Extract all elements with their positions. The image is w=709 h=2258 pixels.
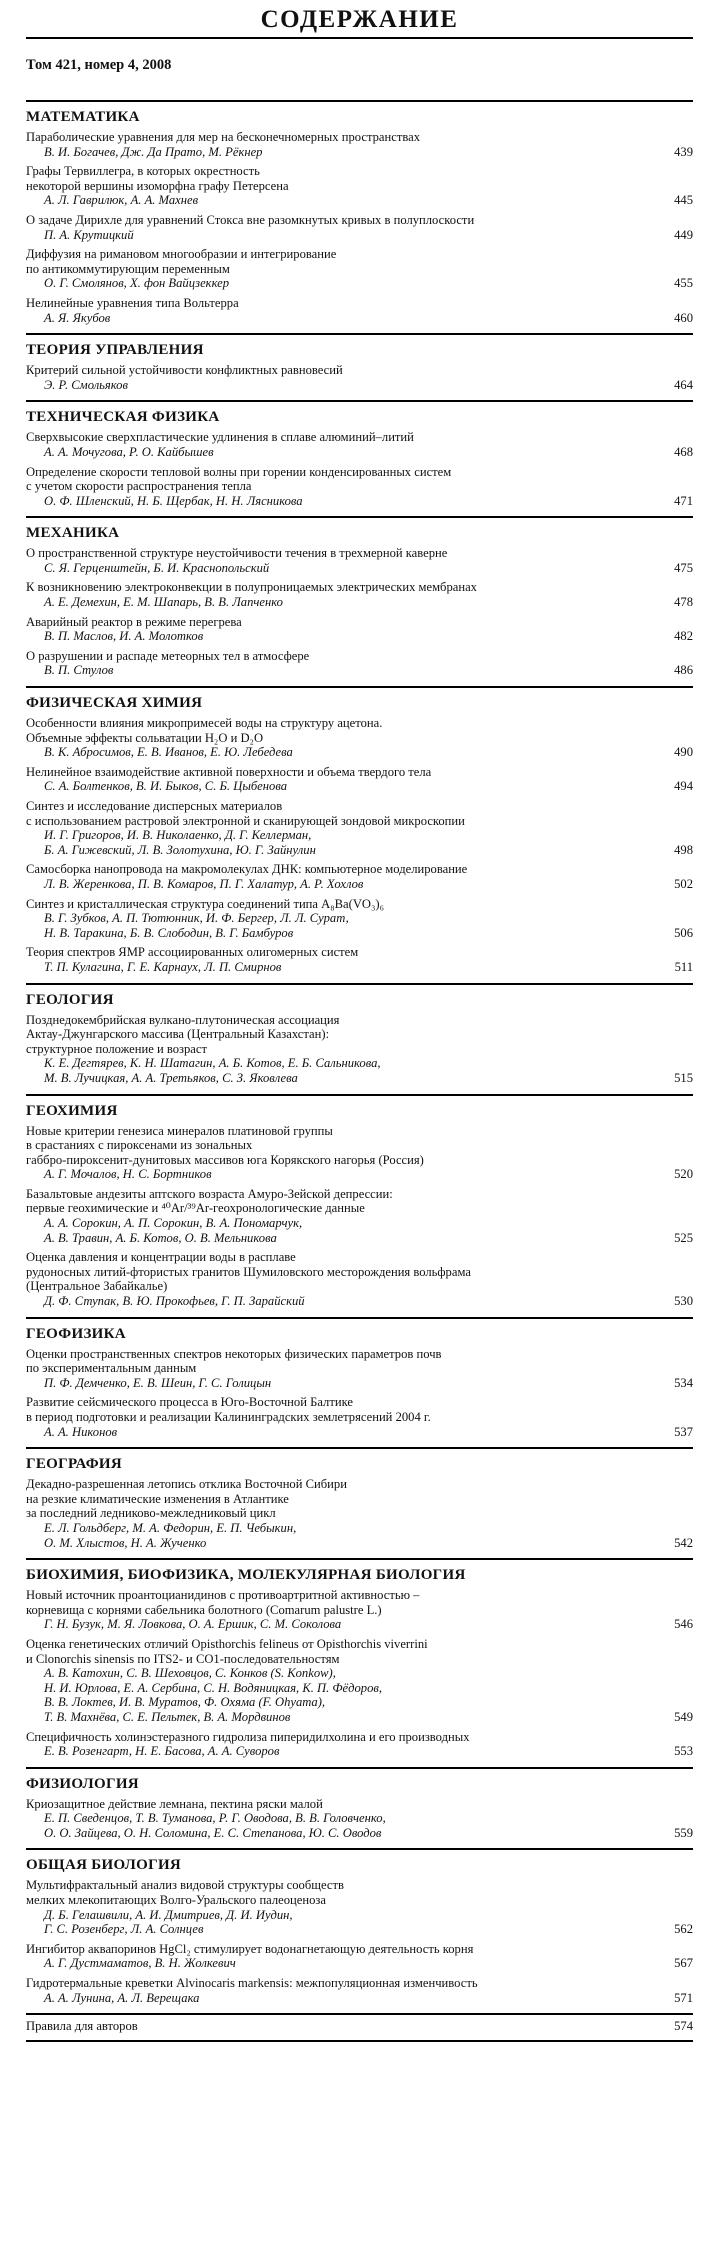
article-authors: Э. Р. Смольяков — [44, 377, 128, 392]
article-page-number: 478 — [674, 595, 693, 610]
article-authors: Л. В. Жеренкова, П. В. Комаров, П. Г. Халатур, А. Р. Хохлов — [44, 876, 364, 891]
article-meta-row — [26, 745, 693, 760]
article-page-number: 542 — [674, 1535, 693, 1550]
article-title: Специфичность холинэстеразного гидролиза пиперидилхолина и его производных — [26, 1729, 470, 1744]
article-meta-row — [26, 561, 693, 576]
toc-page — [26, 0, 693, 2042]
section-heading: МАТЕМАТИКА — [26, 109, 140, 125]
article-title: Оценка давления и концентрации воды в расплаве рудоносных литий-фтористых гранитов Шумиловского месторождения вольфрама (Центральное Забайкалье) — [26, 1250, 471, 1294]
article-meta-row — [26, 1908, 693, 1937]
section-heading: ГЕОЛОГИЯ — [26, 991, 114, 1008]
article-authors: Т. П. Кулагина, Г. Е. Карнаух, Л. П. Смирнов — [44, 959, 282, 974]
article-title: Мультифрактальный анализ видовой структуры сообществ мелких млекопитающих Волго-Уральского палеоценоза — [26, 1878, 344, 1908]
article-page-number: 498 — [674, 842, 693, 857]
article-meta-row — [26, 494, 693, 509]
article-meta-row — [26, 1425, 693, 1440]
toc-section — [26, 983, 693, 1086]
article-meta-row — [26, 228, 693, 243]
toc-entry[interactable] — [26, 1637, 693, 1725]
toc-entry[interactable] — [26, 1878, 693, 1936]
article-meta-row — [26, 1666, 693, 1724]
article-meta-row — [26, 1376, 693, 1391]
toc-entry[interactable] — [26, 1187, 693, 1245]
toc-entry[interactable] — [26, 649, 693, 678]
toc-entry[interactable] — [26, 1395, 693, 1439]
section-heading: ТЕОРИЯ УПРАВЛЕНИЯ — [26, 342, 204, 359]
article-title: Сверхвысокие сверхпластические удлинения в сплаве алюминий–литий — [26, 430, 414, 445]
article-page-number: 537 — [674, 1424, 693, 1439]
article-title: К возникновению электроконвекции в полупроницаемых электрических мембранах — [26, 580, 477, 595]
article-authors: Е. Л. Гольдберг, М. А. Федорин, Е. П. Чебыкин, О. М. Хлыстов, Н. А. Жученко — [44, 1520, 297, 1550]
article-authors: А. А. Никонов — [44, 1424, 118, 1439]
article-authors: Е. П. Сведенцов, Т. В. Туманова, Р. Г. Оводова, В. В. Головченко, О. О. Зайцева, О. Н. Соломина, Е. С. Степанова, Ю. С. Оводов — [44, 1811, 386, 1840]
article-authors: В. П. Стулов — [44, 663, 114, 678]
article-page-number: 553 — [674, 1744, 693, 1759]
toc-entry[interactable] — [26, 1797, 693, 1841]
article-authors: В. Г. Зубков, А. П. Тютюнник, И. Ф. Бергер, Л. Л. Сурат, Н. В. Таракина, Б. В. Слободин, В. Г. Бамбуров — [44, 911, 349, 940]
article-authors: А. Я. Якубов — [44, 310, 111, 325]
article-page-number: 464 — [674, 377, 693, 392]
article-title: Оценка генетических отличий Opisthorchis felineus от Opisthorchis viverrini и Clonorchis sinensis по ITS2- и CO1-последовательностям — [26, 1636, 428, 1666]
article-authors: А. Г. Дустмаматов, В. Н. Жолкевич — [44, 1956, 236, 1971]
article-authors: П. Ф. Демченко, Е. В. Шеин, Г. С. Голицын — [44, 1375, 272, 1390]
toc-entry[interactable] — [26, 1347, 693, 1391]
toc-section — [26, 1317, 693, 1440]
article-page-number: 490 — [674, 745, 693, 760]
toc-section — [26, 516, 693, 678]
article-authors: Д. Б. Гелашвили, А. И. Дмитриев, Д. И. Иудин, Г. С. Розенберг, Л. А. Солнцев — [44, 1907, 293, 1937]
article-meta-row — [26, 1617, 693, 1632]
toc-entry[interactable] — [26, 363, 693, 392]
article-page-number: 439 — [674, 144, 693, 159]
article-page-number: 486 — [674, 663, 693, 678]
article-page-number: 515 — [674, 1070, 693, 1085]
article-page-number: 468 — [674, 444, 693, 459]
section-heading: МЕХАНИКА — [26, 525, 120, 542]
article-authors: И. Г. Григоров, И. В. Николаенко, Д. Г. Келлерман, Б. А. Гижевский, Л. В. Золотухина, Ю. Г. Зайнулин — [44, 828, 316, 857]
article-title: Гидротермальные креветки Alvinocaris markensis: межпопуляционная изменчивость — [26, 1976, 478, 1991]
toc-entry[interactable] — [26, 546, 693, 575]
toc-sections — [26, 100, 693, 2005]
section-heading: ФИЗИЧЕСКАЯ ХИМИЯ — [26, 695, 203, 712]
article-authors: К. Е. Дегтярев, К. Н. Шатагин, А. Б. Котов, Е. Б. Сальникова, М. В. Лучицкая, А. А. Третьяков, С. З. Яковлева — [44, 1056, 381, 1085]
article-title: Синтез и кристаллическая структура соединений типа A₈Ba(VO₃)₆ — [26, 896, 384, 911]
article-page-number: 511 — [674, 959, 693, 974]
article-title: Особенности влияния микропримесей воды на структуру ацетона. Объемные эффекты сольватации H₂O и D₂O — [26, 716, 383, 745]
article-meta-row — [26, 877, 693, 892]
article-title: Нелинейные уравнения типа Вольтерра — [26, 295, 239, 310]
toc-entry[interactable] — [26, 716, 693, 760]
toc-entry[interactable] — [26, 247, 693, 291]
section-heading: БИОХИМИЯ, БИОФИЗИКА, МОЛЕКУЛЯРНАЯ БИОЛОГИЯ — [26, 1567, 466, 1584]
article-authors: А. В. Катохин, С. В. Шеховцов, С. Конков (S. Konkow), Н. И. Юрлова, Е. А. Сербина, С. Н. Водяницкая, К. П. Фёдоров, В. В. Локтев, И. В. Муратов, Ф. Охяма (F. Ohyama), Т. В. Махнёва, С. Е. Пельтек, В. А. Мордвинов — [44, 1666, 382, 1724]
article-authors: А. А. Лунина, А. Л. Верещака — [44, 1990, 200, 2005]
section-heading: ФИЗИОЛОГИЯ — [26, 1775, 139, 1792]
article-title: О задаче Дирихле для уравнений Стокса вне разомкнутых кривых в полуплоскости — [26, 212, 475, 227]
article-title: О пространственной структуре неустойчивости течения в трехмерной каверне — [26, 546, 448, 561]
article-page-number: 549 — [674, 1709, 693, 1724]
article-meta-row — [26, 1744, 693, 1759]
article-meta-row — [26, 1521, 693, 1550]
toc-entry[interactable] — [26, 1250, 693, 1308]
toc-entry[interactable] — [26, 465, 693, 509]
toc-entry[interactable] — [26, 1942, 693, 1971]
article-title: Декадно-разрешенная летопись отклика Восточной Сибири на резкие климатические изменения в Атлантике за последний ледниково-межледниковый цикл — [26, 1477, 347, 1521]
article-meta-row — [26, 311, 693, 326]
article-title: Развитие сейсмического процесса в Юго-Восточной Балтике в период подготовки и реализации Калининградских землетрясений 2004 г. — [26, 1395, 431, 1424]
article-page-number: 525 — [674, 1230, 693, 1245]
article-authors: О. Ф. Шленский, Н. Б. Щербак, Н. Н. Лясникова — [44, 493, 303, 508]
article-page-number: 494 — [674, 779, 693, 794]
article-authors: Г. Н. Бузук, М. Я. Ловкова, О. А. Ершик, С. М. Соколова — [44, 1617, 342, 1632]
article-page-number: 534 — [674, 1375, 693, 1390]
article-page-number: 449 — [674, 227, 693, 242]
toc-section — [26, 1094, 693, 1309]
article-title: Критерий сильной устойчивости конфликтных равновесий — [26, 363, 343, 378]
article-meta-row — [26, 911, 693, 940]
article-title: Диффузия на римановом многообразии и интегрирование по антикоммутирующим переменным — [26, 247, 337, 276]
article-authors: О. Г. Смолянов, Х. фон Вайцзеккер — [44, 276, 230, 291]
toc-section — [26, 100, 693, 325]
article-meta-row — [26, 1811, 693, 1840]
page-title: СОДЕРЖАНИЕ — [260, 6, 459, 33]
article-page-number: 506 — [674, 925, 693, 940]
article-page-number: 455 — [674, 276, 693, 291]
article-page-number: 562 — [674, 1922, 693, 1937]
article-title: Оценки пространственных спектров некоторых физических параметров почв по экспериментальным данным — [26, 1346, 442, 1376]
article-title: Новые критерии генезиса минералов платиновой группы в срастаниях с пироксенами из зональных габбро-пироксенит-дунитовых массивов юга Корякского нагорья (Россия) — [26, 1123, 424, 1167]
article-authors: Е. В. Розенгарт, Н. Е. Басова, А. А. Суворов — [44, 1744, 280, 1759]
toc-entry[interactable] — [26, 580, 693, 609]
toc-footer — [26, 2013, 693, 2034]
article-authors: Д. Ф. Ступак, В. Ю. Прокофьев, Г. П. Зарайский — [44, 1294, 305, 1309]
article-authors: А. Г. Мочалов, Н. С. Бортников — [44, 1167, 212, 1182]
footer-page-number: 574 — [674, 2019, 693, 2034]
toc-section — [26, 1558, 693, 1759]
toc-entry[interactable] — [26, 862, 693, 891]
toc-entry[interactable] — [26, 1730, 693, 1759]
article-meta-row — [26, 276, 693, 291]
article-meta-row — [26, 1216, 693, 1245]
toc-entry[interactable] — [26, 897, 693, 941]
section-heading: ОБЩАЯ БИОЛОГИЯ — [26, 1857, 182, 1874]
article-page-number: 445 — [674, 193, 693, 208]
section-heading: ГЕОХИМИЯ — [26, 1102, 118, 1119]
article-title: Теория спектров ЯМР ассоциированных олигомерных систем — [26, 945, 359, 960]
article-meta-row — [26, 445, 693, 460]
toc-entry[interactable] — [26, 1588, 693, 1632]
toc-entry[interactable] — [26, 945, 693, 974]
article-title: Позднедокембрийская вулкано-плутоническая ассоциация Актау-Джунгарского массива (Центральный Казахстан): структурное положение и возраст — [26, 1012, 340, 1056]
article-page-number: 460 — [674, 310, 693, 325]
toc-entry[interactable] — [26, 615, 693, 644]
toc-entry[interactable] — [26, 1976, 693, 2005]
section-heading: ГЕОГРАФИЯ — [26, 1456, 122, 1473]
toc-section — [26, 1447, 693, 1550]
article-page-number: 475 — [674, 560, 693, 575]
article-meta-row — [26, 1294, 693, 1309]
toc-section — [26, 333, 693, 392]
section-heading: ТЕХНИЧЕСКАЯ ФИЗИКА — [26, 409, 220, 426]
article-page-number: 530 — [674, 1294, 693, 1309]
article-page-number: 559 — [674, 1825, 693, 1840]
toc-entry[interactable] — [26, 1124, 693, 1182]
toc-entry[interactable] — [26, 296, 693, 325]
article-meta-row — [26, 145, 693, 160]
article-authors: А. А. Мочугова, Р. О. Кайбышев — [44, 444, 214, 459]
article-page-number: 571 — [674, 1990, 693, 2005]
article-page-number: 502 — [674, 876, 693, 891]
article-authors: С. А. Болтенков, В. И. Быков, С. Б. Цыбенова — [44, 779, 287, 794]
article-authors: А. Е. Демехин, Е. М. Шапарь, В. В. Лапченко — [44, 595, 283, 610]
article-title: Аварийный реактор в режиме перегрева — [26, 614, 242, 629]
article-meta-row — [26, 779, 693, 794]
article-meta-row — [26, 595, 693, 610]
toc-entry[interactable] — [26, 130, 693, 159]
issue-info: Том 421, номер 4, 2008 — [26, 57, 172, 73]
article-page-number: 471 — [674, 493, 693, 508]
toc-entry[interactable] — [26, 1477, 693, 1550]
article-meta-row — [26, 1056, 693, 1085]
article-meta-row — [26, 1956, 693, 1971]
article-meta-row — [26, 828, 693, 857]
toc-entry[interactable] — [26, 164, 693, 208]
article-title: Нелинейное взаимодействие активной поверхности и объема твердого тела — [26, 764, 432, 779]
article-title: Графы Тервиллегра, в которых окрестность некоторой вершины изоморфна графу Петерсена — [26, 164, 289, 193]
article-meta-row — [26, 1991, 693, 2006]
article-page-number: 546 — [674, 1617, 693, 1632]
article-title: Новый источник проантоцианидинов с противоартритной активностью – корневища с корнями сабельника болотного (Comarum palustre L.) — [26, 1588, 420, 1617]
article-title: Параболические уравнения для мер на бесконечномерных пространствах — [26, 130, 420, 144]
article-authors: А. А. Сорокин, А. П. Сорокин, В. А. Пономарчук, А. В. Травин, А. Б. Котов, О. В. Мельникова — [44, 1216, 303, 1245]
article-title: Синтез и исследование дисперсных материалов с использованием растровой электронной и сканирующей зондовой микроскопии — [26, 799, 465, 828]
toc-section — [26, 1848, 693, 2005]
article-title: Самосборка нанопровода на макромолекулах ДНК: компьютерное моделирование — [26, 862, 468, 877]
toc-entry[interactable] — [26, 1013, 693, 1086]
toc-section — [26, 400, 693, 508]
footer-label: Правила для авторов — [26, 2019, 138, 2034]
article-title: Криозащитное действие лемнана, пектина ряски малой — [26, 1796, 323, 1811]
article-title: Базальтовые андезиты аптского возраста Амуро-Зейской депрессии: первые геохимические и ⁴⁰Ar/³⁹Ar-геохронологические данные — [26, 1186, 393, 1216]
article-title: О разрушении и распаде метеорных тел в атмосфере — [26, 648, 310, 663]
article-page-number: 520 — [674, 1167, 693, 1182]
article-meta-row — [26, 629, 693, 644]
article-meta-row — [26, 663, 693, 678]
article-page-number: 567 — [674, 1956, 693, 1971]
article-title: Ингибитор аквапоринов HgCl₂ стимулирует водонагнетающую деятельность корня — [26, 1941, 474, 1956]
toc-entry[interactable] — [26, 213, 693, 242]
article-authors: А. Л. Гаврилюк, А. А. Махнев — [44, 193, 199, 208]
article-meta-row — [26, 960, 693, 975]
article-meta-row — [26, 193, 693, 208]
article-meta-row — [26, 1167, 693, 1182]
toc-entry[interactable] — [26, 765, 693, 794]
title-divider — [26, 37, 693, 39]
article-authors: П. А. Крутицкий — [44, 227, 134, 242]
article-authors: В. К. Абросимов, Е. В. Иванов, Е. Ю. Лебедева — [44, 745, 293, 760]
section-heading: ГЕОФИЗИКА — [26, 1325, 126, 1342]
toc-entry[interactable] — [26, 430, 693, 459]
article-authors: В. И. Богачев, Дж. Да Прато, М. Рёкнер — [44, 144, 263, 159]
article-authors: С. Я. Герценштейн, Б. И. Краснопольский — [44, 560, 270, 575]
article-meta-row — [26, 378, 693, 393]
toc-section — [26, 1767, 693, 1841]
toc-entry[interactable] — [26, 799, 693, 857]
footer-divider — [26, 2040, 693, 2042]
article-page-number: 482 — [674, 629, 693, 644]
article-authors: В. П. Маслов, И. А. Молотков — [44, 629, 204, 644]
article-title: Определение скорости тепловой волны при горении конденсированных систем с учетом скорости распространения тепла — [26, 464, 452, 494]
toc-section — [26, 686, 693, 975]
